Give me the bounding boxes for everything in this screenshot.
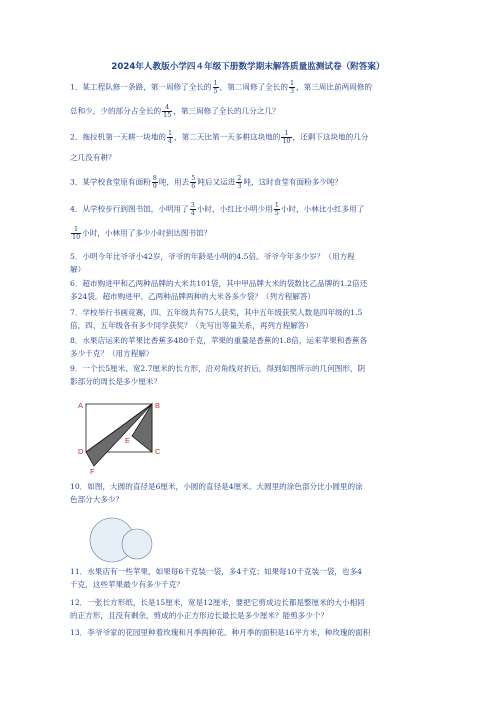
q2-text-d: 之几没有耕？ <box>70 153 116 162</box>
question-3-line-1 <box>70 175 430 190</box>
question-10-line-1: 10．如图，大圆的直径是6厘米，小圆的直径是4厘米。大圆里的涂色部分比小圆里的涂 <box>70 482 363 491</box>
question-1-line-1 <box>70 80 430 95</box>
q4-text-a: 4．从学校步行到图书馆，小明用了 <box>70 204 189 214</box>
q1-text-d: 总和少，少的部分占全长的 <box>70 106 162 116</box>
question-12-line-2: 的正方形，且没有剩余，剪成的小正方形边长最长是多少厘米？能剪多少个？ <box>70 611 329 620</box>
page-title: 2024年人教版小学四４年级下册数学期末解答质量监测试卷（附答案） <box>111 62 385 72</box>
q2-text-c: ，还剩下这块地的几分 <box>292 132 369 142</box>
fraction-four-fifteenths: $\frac{4}{15}$ <box>163 103 172 119</box>
q3-text-c: 吨后又运进 <box>197 177 236 187</box>
q2-text-a: 2．拖拉机第一天耕一块地的 <box>70 132 166 142</box>
question-1-line-2 <box>70 104 430 119</box>
fraction-one-third: $\frac{1}{3}$ <box>289 79 295 95</box>
label-E: E <box>125 436 131 445</box>
fraction-one-tenth-b: $\frac{1}{10}$ <box>72 225 81 241</box>
question-9-line-1: 9．一个长5厘米、宽2.7厘米的长方形，沿对角线对折后，得到如图所示的几何图形，阴 <box>70 364 366 373</box>
question-9-line-2: 影部分的周长是多少厘米？ <box>70 377 162 386</box>
question-4-line-2 <box>70 226 430 241</box>
q1-text-b: ，第二周修了全长的 <box>219 82 288 92</box>
fraction-one-fourth: $\frac{1}{4}$ <box>167 129 173 145</box>
question-13-line-1: 13．李爷爷家的花园里种着玫瑰和月季两种花。种月季的面积是16平方米，种玫瑰的面积 <box>70 628 371 637</box>
fraction-eight-ninths: $\frac{8}{9}$ <box>152 174 157 190</box>
label-C: C <box>155 447 161 456</box>
fraction-two-thirds: $\frac{2}{3}$ <box>237 174 242 190</box>
question-7-line-1: 7．学校举行书画竞赛，四、五年级共有75人获奖，其中五年级获奖人数是四年级的1.5 <box>70 308 363 317</box>
q3-text-a: 3．某学校食堂原有面粉 <box>70 177 151 187</box>
question-5-line-1: 5．小明今年比爷爷小42岁，爷爷的年龄是小明的4.5倍。爷爷今年多少岁？（用方程 <box>70 252 355 261</box>
label-D: D <box>78 447 84 456</box>
folded-rectangle-figure <box>70 396 190 476</box>
fraction-one-tenth: $\frac{1}{10}$ <box>282 129 291 145</box>
question-6-line-1: 6．超市购进甲和乙两种品牌的大米共101袋，其中甲品牌大米的袋数比乙品牌的1.2倍还 <box>70 279 368 288</box>
q1-text-c: ，第三周比前两周修的 <box>296 82 372 92</box>
q4-text-d: 小时，小林用了多少小时到达图书馆？ <box>82 228 212 238</box>
label-F: F <box>90 467 95 476</box>
question-5-line-2: 解） <box>70 265 86 274</box>
question-2-line-2 <box>70 153 430 163</box>
question-10-line-2: 色部分大多少？ <box>70 495 124 504</box>
label-A: A <box>78 401 84 410</box>
fraction-three-fourths: $\frac{3}{4}$ <box>190 201 195 217</box>
question-11-line-1: 11．水果店有一些苹果，如果每6千克装一袋，多4千克；如果每10千克装一袋，也多4 <box>70 567 363 576</box>
question-11-line-2: 千克，这些苹果最少有多少千克？ <box>70 580 184 589</box>
question-4-line-1 <box>70 202 430 217</box>
q4-text-c: 小时，小林比小红多用了 <box>280 204 365 214</box>
question-2-line-1 <box>70 130 430 145</box>
question-7-line-2: 倍，四、五年级各有多少同学获奖？（先写出等量关系，再列方程解答） <box>70 321 313 330</box>
fraction-five-sixths: $\frac{5}{6}$ <box>191 174 196 190</box>
q3-text-d: 吨，这时食堂有面粉多少吨？ <box>243 177 343 187</box>
fraction-one-fifth-b: $\frac{1}{5}$ <box>274 201 279 217</box>
overlapping-circles-figure <box>82 510 172 570</box>
q1-text-a: 1．某工程队修一条路，第一周修了全长的 <box>70 82 212 92</box>
q4-text-b: 小时，小红比小明少用 <box>196 204 273 214</box>
fraction-one-fifth: $\frac{1}{5}$ <box>213 79 218 95</box>
question-12-line-1: 12．一张长方形纸，长是15厘米，宽是12厘米，要把它剪成边长都是整厘米的大小相同 <box>70 598 365 607</box>
label-B: B <box>155 401 161 410</box>
q3-text-b: 吨，用去 <box>158 177 190 187</box>
q2-text-b: ，第二天比第一天多耕这块地的 <box>174 132 281 142</box>
question-6-line-2: 多24袋。超市购进甲、乙两种品牌两种的大米各多少袋？（列方程解答） <box>70 292 316 301</box>
small-circle <box>122 529 152 559</box>
question-8-line-1: 8．水果店运来的苹果比香蕉多480千克，苹果的重量是香蕉的1.8倍，运来苹果和香蕉各 <box>70 336 368 345</box>
question-8-line-2: 多少千克？（用方程解） <box>70 349 154 358</box>
q1-text-e: ，第三周修了全长的几分之几？ <box>173 106 280 116</box>
